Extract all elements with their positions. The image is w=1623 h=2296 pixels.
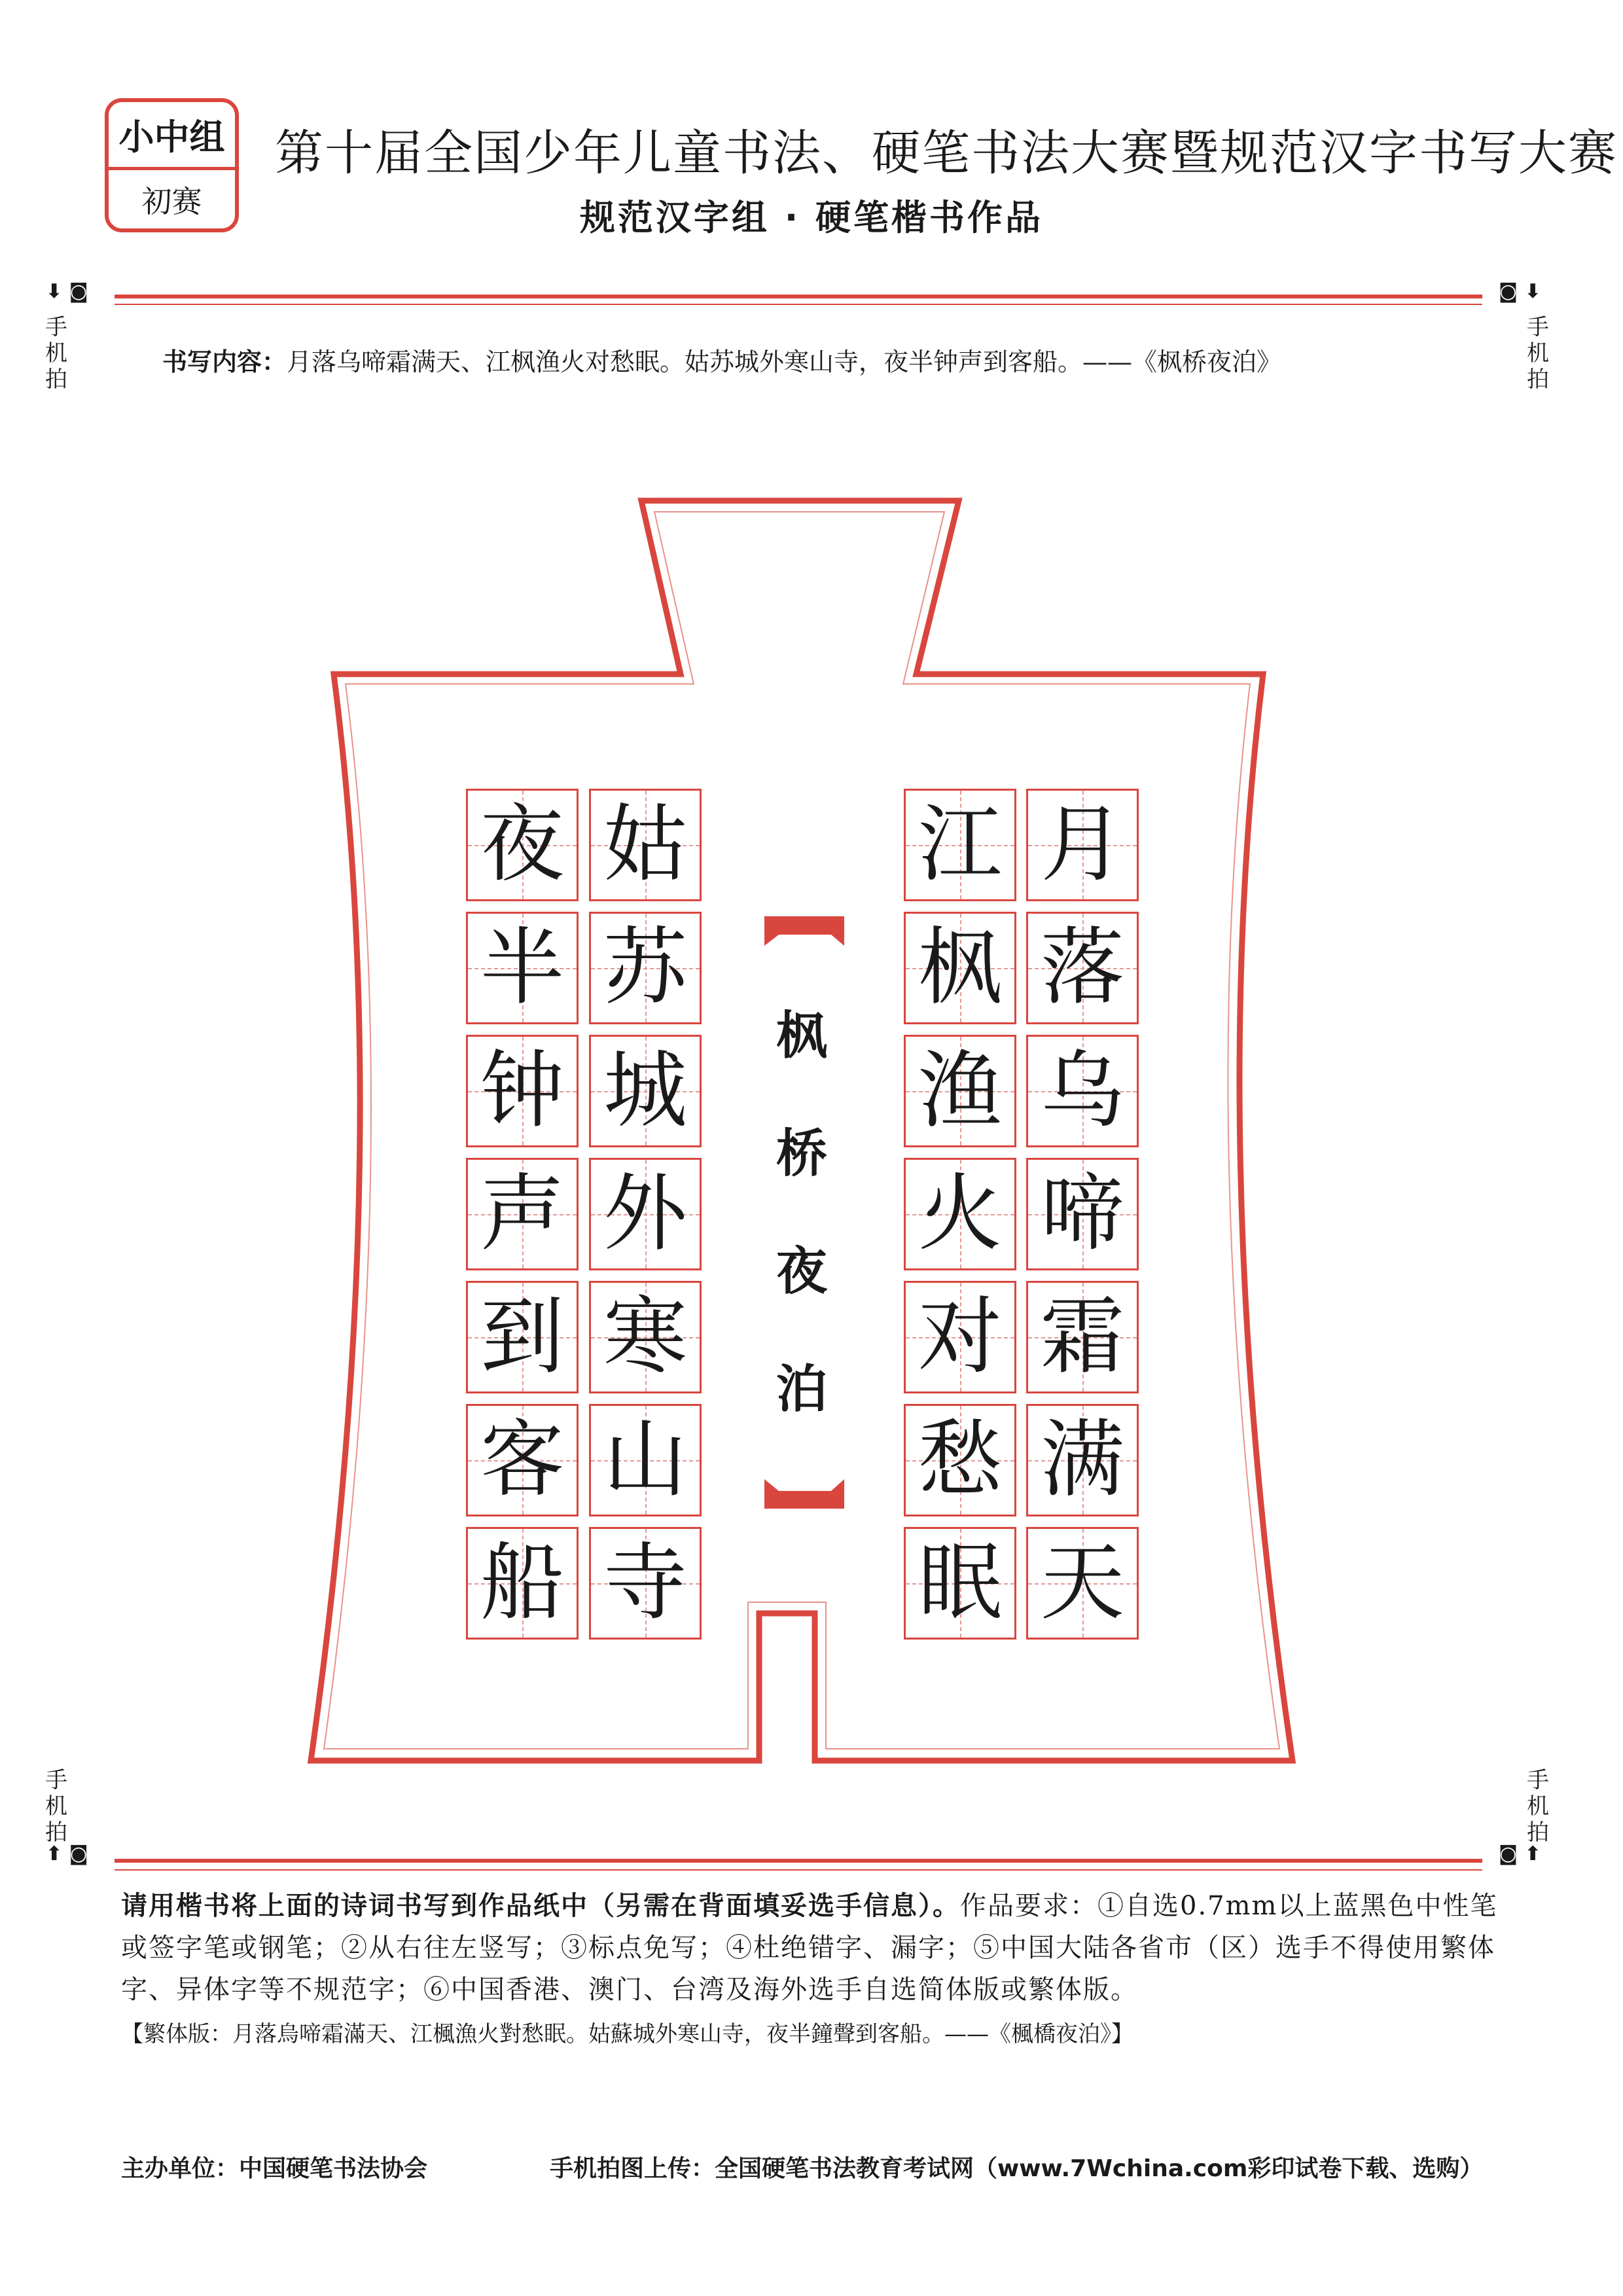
bottom-rule-thin bbox=[115, 1869, 1482, 1871]
grid-cell bbox=[589, 1158, 702, 1270]
grid-character: 江 bbox=[918, 796, 1002, 893]
grid-cell bbox=[589, 1281, 702, 1393]
grid-cell bbox=[904, 1281, 1016, 1393]
badge-group-label: 小中组 bbox=[109, 102, 235, 170]
grid-cell bbox=[466, 912, 579, 1024]
grid-character: 渔 bbox=[918, 1042, 1002, 1139]
camera-label-bottom-right: 手机拍 bbox=[1527, 1767, 1549, 1846]
grid-character: 钟 bbox=[480, 1042, 564, 1139]
grid-cell bbox=[904, 1404, 1016, 1516]
ribbon-bottom-icon bbox=[764, 1479, 844, 1509]
grid-character: 夜 bbox=[480, 796, 564, 893]
bottom-rule bbox=[115, 1859, 1482, 1863]
poem-title-char: 泊 bbox=[776, 1359, 827, 1419]
grid-character: 对 bbox=[918, 1288, 1002, 1386]
grid-character: 啼 bbox=[1040, 1165, 1124, 1263]
camera-mark-bottom-left: ⬆ ◙ bbox=[46, 1842, 88, 1865]
organizer: 主办单位：中国硬笔书法协会 bbox=[121, 2155, 428, 2182]
grid-cell bbox=[589, 1035, 702, 1147]
camera-label-bottom-left: 手机拍 bbox=[45, 1767, 67, 1846]
grid-character: 月 bbox=[1040, 796, 1124, 893]
grid-cell bbox=[1026, 1158, 1139, 1270]
page-title: 第十届全国少年儿童书法、硬笔书法大赛暨规范汉字书写大赛 bbox=[275, 125, 1618, 181]
poem-title-char: 枫 bbox=[776, 1006, 827, 1066]
instructions-lead: 请用楷书将上面的诗词书写到作品纸中（另需在背面填妥选手信息）。 bbox=[121, 1891, 960, 1921]
camera-mark-top-left: ⬇ ◙ bbox=[46, 280, 88, 303]
writing-content-label: 书写内容： bbox=[162, 348, 287, 376]
grid-character: 到 bbox=[480, 1288, 564, 1386]
grid-character: 寺 bbox=[603, 1534, 687, 1632]
grid-character: 客 bbox=[480, 1411, 564, 1509]
grid-character: 满 bbox=[1040, 1411, 1124, 1509]
grid-character: 天 bbox=[1040, 1534, 1124, 1632]
camera-icon: ◙ bbox=[69, 1842, 88, 1865]
grid-cell bbox=[589, 1527, 702, 1640]
grid-character: 寒 bbox=[603, 1288, 687, 1386]
grid-cell bbox=[1026, 1281, 1139, 1393]
grid-cell bbox=[466, 1281, 579, 1393]
grid-cell bbox=[466, 789, 579, 901]
grid-cell bbox=[1026, 912, 1139, 1024]
grid-character: 霜 bbox=[1040, 1288, 1124, 1386]
writing-content-text: 月落乌啼霜满天、江枫渔火对愁眠。姑苏城外寒山寺，夜半钟声到客船。——《枫桥夜泊》 bbox=[287, 348, 1282, 376]
grid-character: 山 bbox=[603, 1411, 687, 1509]
page-subtitle: 规范汉字组 · 硬笔楷书作品 bbox=[579, 197, 1044, 238]
grid-cell bbox=[904, 1035, 1016, 1147]
grid-character: 乌 bbox=[1040, 1042, 1124, 1139]
badge-round-label: 初赛 bbox=[141, 184, 202, 219]
instructions-body: 作品要求：①自选0.7mm以上蓝黑色中性笔或签字笔或钢笔；②从右往左竖写；③标点免写；④杜绝错字、漏字；⑤中国大陆各省市（区）选手不得使用繁体字、异体字等不规范字；⑥中国香港、澳门、台湾及海外选手自选简体版或繁体版。 bbox=[121, 1891, 1498, 2005]
poem-title-char: 夜 bbox=[776, 1242, 827, 1301]
grid-cell bbox=[589, 789, 702, 901]
upload-info: 手机拍图上传：全国硬笔书法教育考试网（www.7Wchina.com彩印试卷下载、选购） bbox=[550, 2155, 1484, 2182]
grid-cell bbox=[904, 1527, 1016, 1640]
grid-character: 苏 bbox=[603, 919, 687, 1016]
grid-character: 外 bbox=[603, 1165, 687, 1263]
grid-cell bbox=[1026, 1035, 1139, 1147]
instructions bbox=[121, 1885, 1502, 2011]
grid-character: 愁 bbox=[918, 1411, 1002, 1509]
traditional-version-note: 【繁体版：月落烏啼霜滿天、江楓漁火對愁眠。姑蘇城外寒山寺，夜半鐘聲到客船。——《楓橋夜泊》】 bbox=[121, 2021, 1133, 2047]
grid-cell bbox=[466, 1158, 579, 1270]
grid-cell bbox=[589, 1404, 702, 1516]
grid-cell bbox=[904, 1158, 1016, 1270]
camera-icon: ◙ bbox=[1499, 280, 1518, 303]
grid-character: 落 bbox=[1040, 919, 1124, 1016]
grid-cell bbox=[904, 789, 1016, 901]
camera-icon: ◙ bbox=[1499, 1842, 1518, 1865]
grid-cell bbox=[466, 1035, 579, 1147]
camera-label-top-left: 手机拍 bbox=[45, 314, 67, 393]
ribbon-top-icon bbox=[764, 916, 844, 946]
camera-mark-top-right: ◙ ⬇ bbox=[1499, 280, 1541, 303]
grid-character: 船 bbox=[480, 1534, 564, 1632]
grid-character: 眠 bbox=[918, 1534, 1002, 1632]
grid-character: 枫 bbox=[918, 919, 1002, 1016]
camera-icon: ◙ bbox=[69, 280, 88, 303]
poem-title-char: 桥 bbox=[776, 1124, 827, 1183]
grid-cell bbox=[1026, 789, 1139, 901]
grid-cell bbox=[589, 912, 702, 1024]
grid-cell bbox=[466, 1527, 579, 1640]
grid-cell bbox=[466, 1404, 579, 1516]
grid-character: 姑 bbox=[603, 796, 687, 893]
camera-label-top-right: 手机拍 bbox=[1527, 314, 1549, 393]
grid-cell bbox=[1026, 1404, 1139, 1516]
grid-cell bbox=[904, 912, 1016, 1024]
grid-character: 城 bbox=[603, 1042, 687, 1139]
grid-character: 半 bbox=[480, 919, 564, 1016]
camera-mark-bottom-right: ◙ ⬆ bbox=[1499, 1842, 1541, 1865]
grid-cell bbox=[1026, 1527, 1139, 1640]
grid-character: 声 bbox=[480, 1165, 564, 1263]
grid-character: 火 bbox=[918, 1165, 1002, 1263]
